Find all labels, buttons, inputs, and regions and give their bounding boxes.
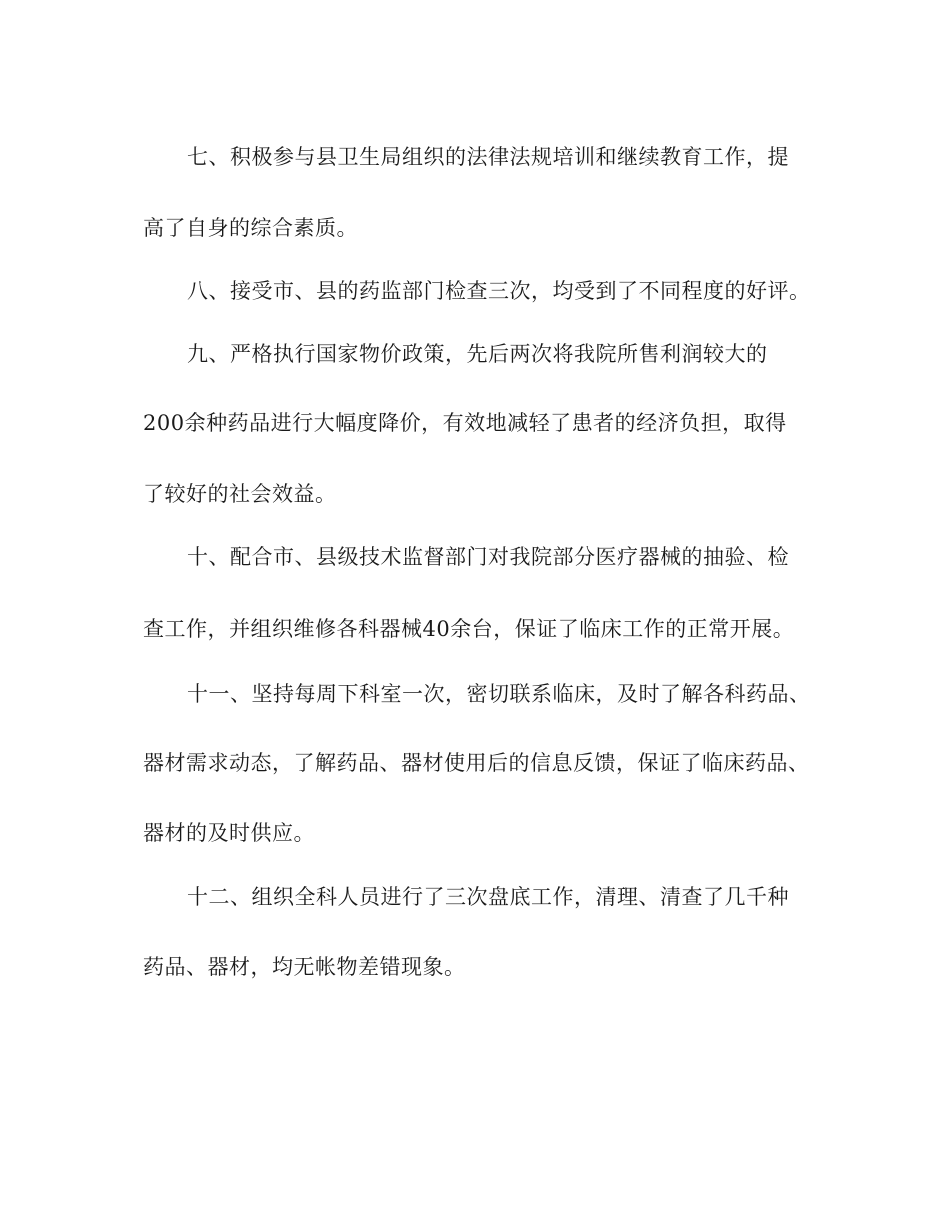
paragraph-item-9-line-1: 九、严格执行国家物价政策，先后两次将我院所售利润较大的 xyxy=(187,342,768,366)
paragraph-item-11-line-3: 器材的及时供应。 xyxy=(143,821,315,845)
paragraph-item-8-line-1: 八、接受市、县的药监部门检查三次，均受到了不同程度的好评。 xyxy=(187,279,811,303)
paragraph-item-10-line-2: 查工作，并组织维修各科器械40余台，保证了临床工作的正常开展。 xyxy=(143,617,795,641)
paragraph-item-11-line-2: 器材需求动态，了解药品、器材使用后的信息反馈，保证了临床药品、 xyxy=(143,751,810,775)
paragraph-item-12-line-2: 药品、器材，均无帐物差错现象。 xyxy=(143,955,466,979)
paragraph-item-7-line-1: 七、积极参与县卫生局组织的法律法规培训和继续教育工作，提 xyxy=(187,145,789,169)
paragraph-item-9-line-3: 了较好的社会效益。 xyxy=(143,482,337,506)
paragraph-item-10-line-1: 十、配合市、县级技术监督部门对我院部分医疗器械的抽验、检 xyxy=(187,545,789,569)
paragraph-item-12-line-1: 十二、组织全科人员进行了三次盘底工作，清理、清查了几千种 xyxy=(187,885,789,909)
paragraph-item-7-line-2: 高了自身的综合素质。 xyxy=(143,216,358,240)
paragraph-item-9-line-2: 200余种药品进行大幅度降价，有效地减轻了患者的经济负担，取得 xyxy=(143,411,787,435)
paragraph-item-11-line-1: 十一、坚持每周下科室一次，密切联系临床，及时了解各科药品、 xyxy=(187,682,811,706)
